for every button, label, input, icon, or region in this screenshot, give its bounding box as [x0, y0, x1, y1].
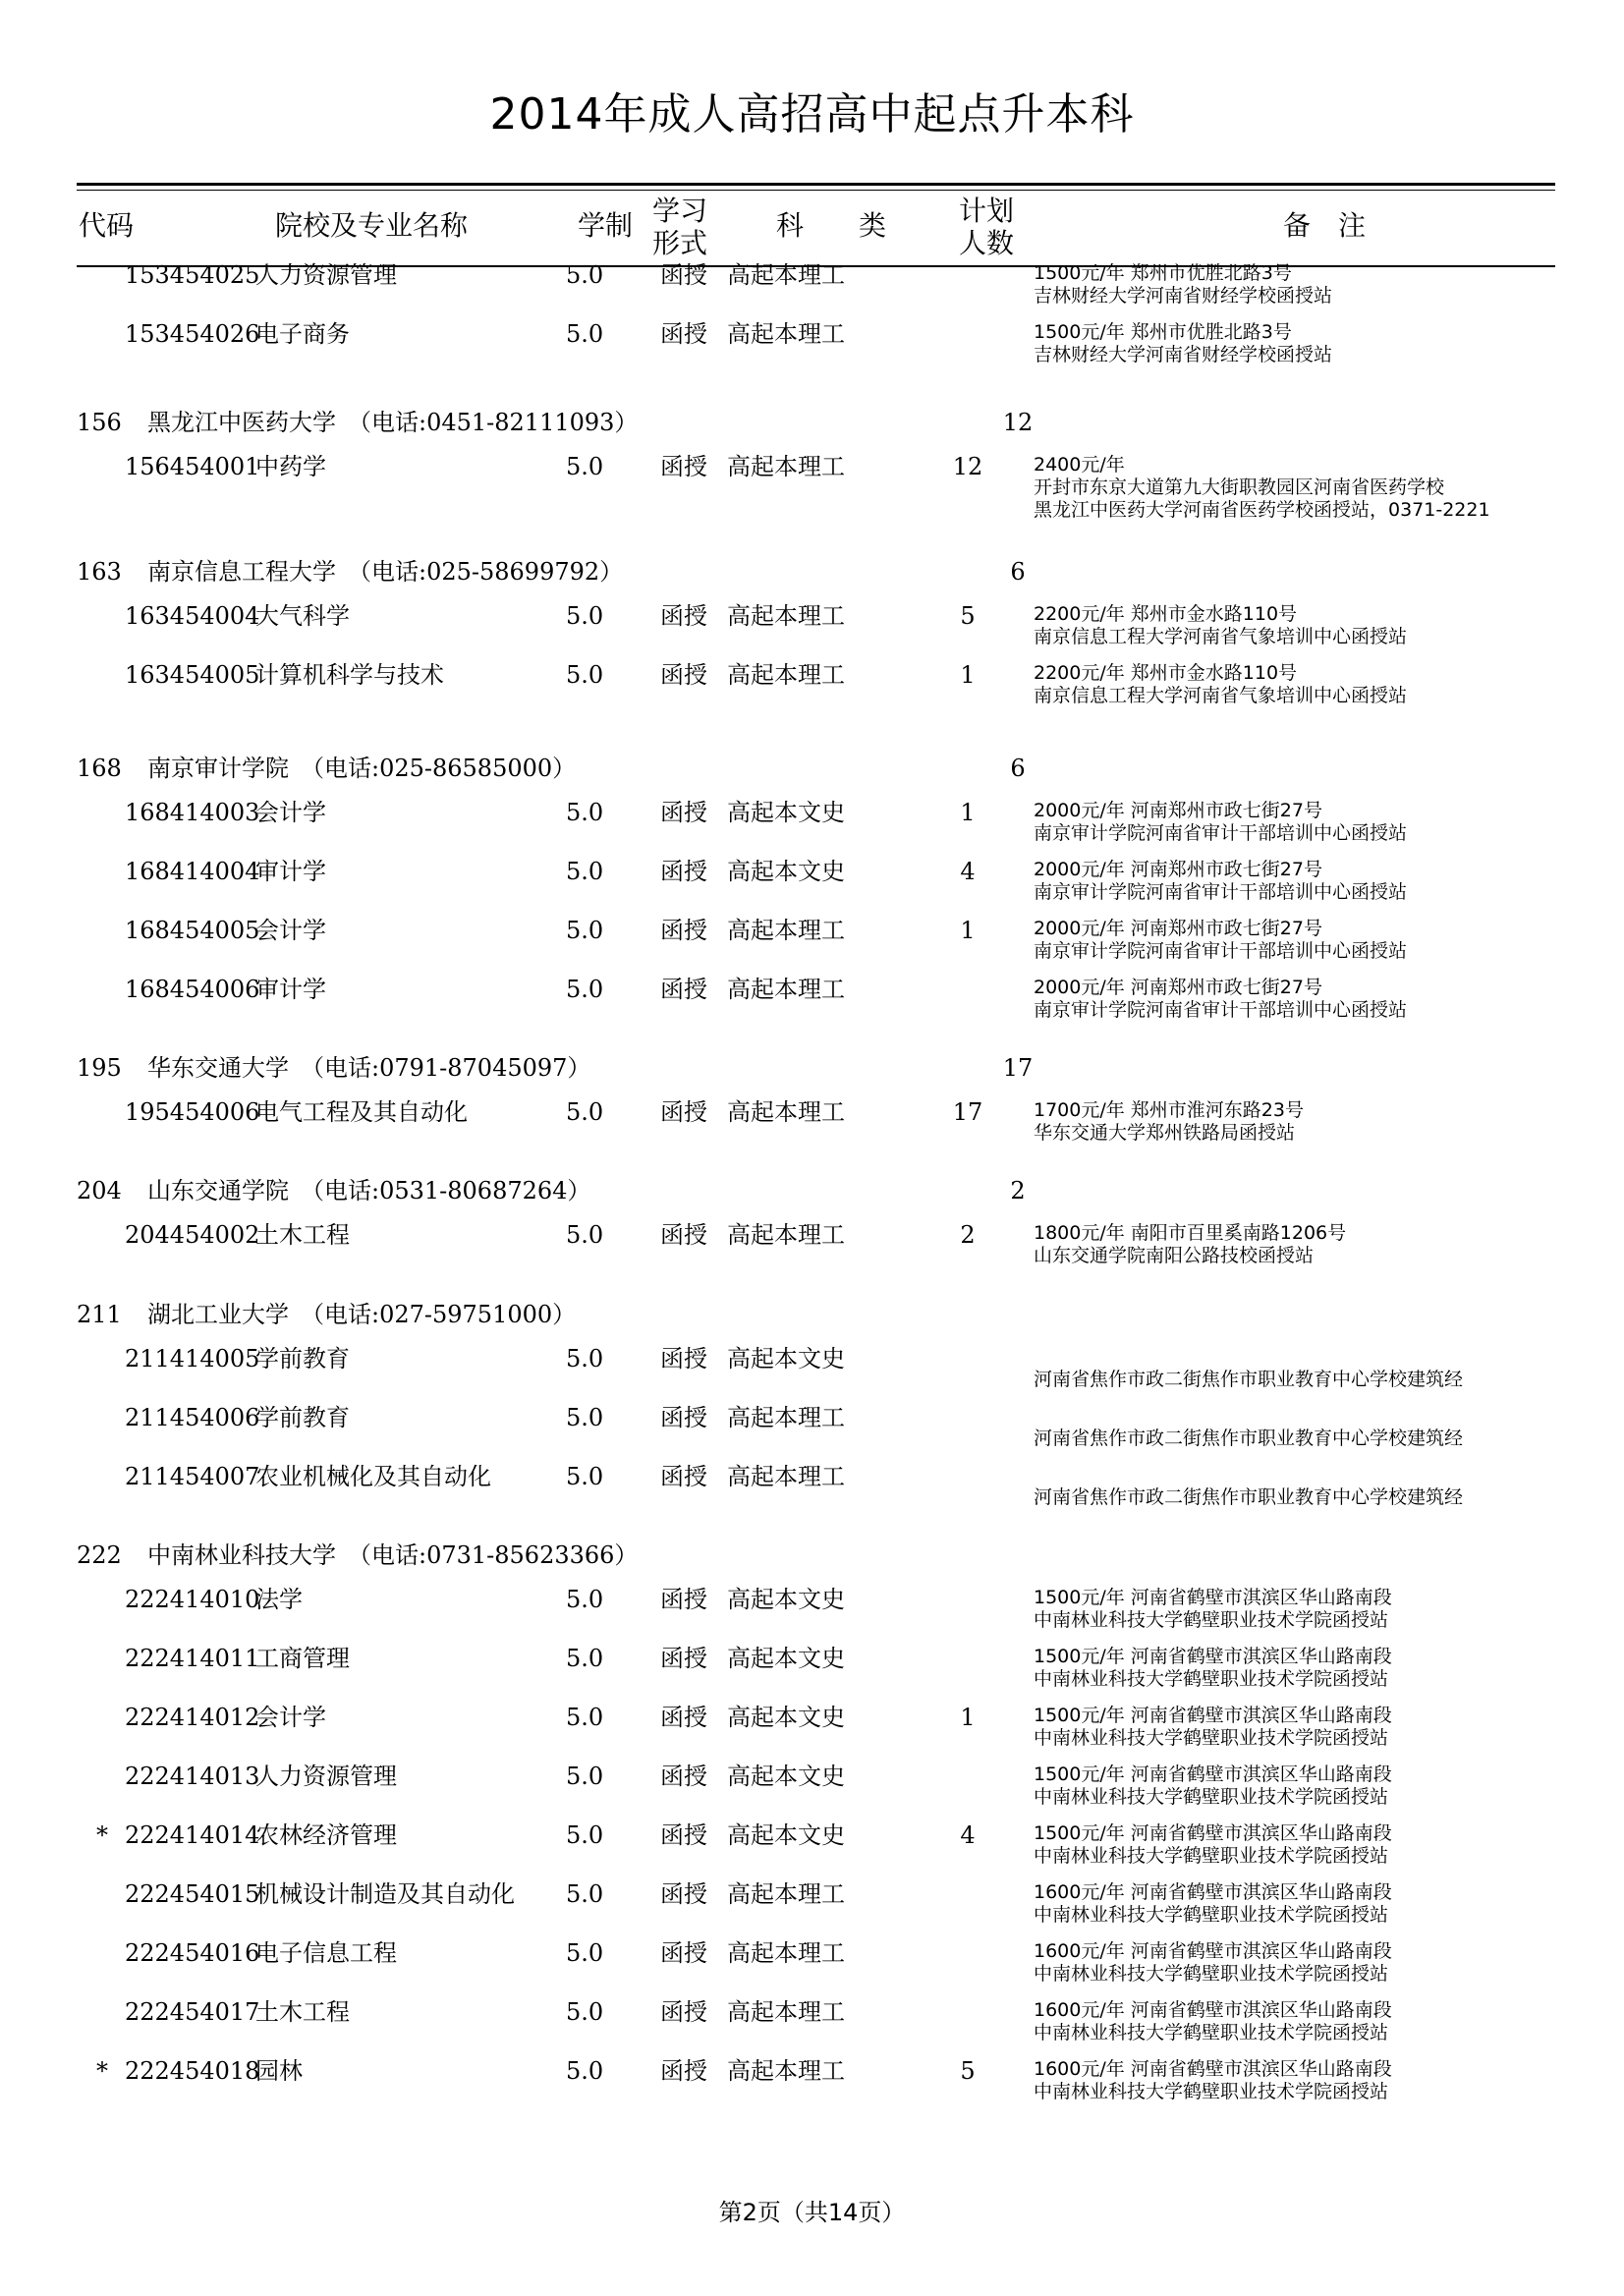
study-form: 函授 — [660, 1645, 707, 1672]
program-length: 5.0 — [566, 1345, 604, 1372]
program-name: 电子商务 — [255, 320, 350, 348]
program-name: 会计学 — [255, 799, 326, 826]
school-code: 156 — [77, 409, 122, 436]
remark-line: 1500元/年 郑州市优胜北路3号 — [1034, 321, 1292, 343]
program-category: 高起本理工 — [727, 1221, 845, 1249]
program-name: 会计学 — [255, 1704, 326, 1731]
program-code: 153454026 — [125, 320, 260, 348]
header-form-line2: 形式 — [652, 227, 708, 259]
program-code: 204454002 — [125, 1221, 260, 1249]
remark-line: 河南省焦作市政二街焦作市职业教育中心学校建筑经 — [1034, 1486, 1464, 1508]
remark-line: 黑龙江中医药大学河南省医药学校函授站，0371-2221 — [1034, 499, 1490, 521]
program-remark — [1034, 662, 1407, 707]
program-remark — [1034, 454, 1490, 522]
remark-line: 南京审计学院河南省审计干部培训中心函授站 — [1034, 940, 1408, 962]
program-code: 168454005 — [125, 917, 260, 944]
header-form-line1: 学习 — [652, 195, 708, 227]
program-name: 中药学 — [255, 453, 326, 480]
remark-line — [1034, 1346, 1463, 1369]
program-code: 222414011 — [125, 1645, 260, 1672]
program-name: 机械设计制造及其自动化 — [255, 1880, 515, 1908]
program-remark — [1034, 859, 1407, 904]
remark-line: 1500元/年 河南省鹤壁市淇滨区华山路南段 — [1034, 1764, 1392, 1785]
program-name: 会计学 — [255, 917, 326, 944]
program-name: 人力资源管理 — [255, 261, 397, 289]
header-remark: 备 注 — [1283, 209, 1367, 242]
header-top-rule — [77, 183, 1555, 186]
program-code: 222414013 — [125, 1763, 260, 1790]
program-category: 高起本文史 — [727, 1586, 845, 1613]
study-form: 函授 — [660, 1998, 707, 2026]
program-length: 5.0 — [566, 1463, 604, 1490]
program-category: 高起本理工 — [727, 1463, 845, 1490]
school-name: 华东交通大学 （电话:0791-87045097） — [147, 1054, 591, 1082]
star-marker: * — [96, 2057, 108, 2085]
program-code: 211454007 — [125, 1463, 260, 1490]
remark-line: 开封市东京大道第九大街职教园区河南省医药学校 — [1034, 476, 1445, 498]
program-name: 学前教育 — [255, 1345, 350, 1372]
study-form: 函授 — [660, 1880, 707, 1908]
program-category: 高起本文史 — [727, 1645, 845, 1672]
remark-line: 2000元/年 河南郑州市政七街27号 — [1034, 800, 1322, 821]
program-remark — [1034, 1464, 1463, 1509]
program-code: 195454006 — [125, 1098, 260, 1126]
remark-line: 中南林业科技大学鹤壁职业技术学院函授站 — [1034, 1845, 1389, 1867]
remark-line: 1500元/年 郑州市优胜北路3号 — [1034, 262, 1292, 284]
study-form: 函授 — [660, 1939, 707, 1967]
study-form: 函授 — [660, 1463, 707, 1490]
study-form: 函授 — [660, 1586, 707, 1613]
program-category: 高起本理工 — [727, 453, 845, 480]
header-name: 院校及专业名称 — [275, 209, 469, 242]
remark-line: 1500元/年 河南省鹤壁市淇滨区华山路南段 — [1034, 1705, 1392, 1726]
program-remark — [1034, 262, 1332, 308]
program-name: 学前教育 — [255, 1404, 350, 1431]
study-form: 函授 — [660, 1221, 707, 1249]
remark-line: 中南林业科技大学鹤壁职业技术学院函授站 — [1034, 2022, 1389, 2044]
program-remark — [1034, 1822, 1392, 1868]
program-code: 222414010 — [125, 1586, 260, 1613]
plan-count: 1 — [960, 799, 976, 826]
program-remark — [1034, 1764, 1392, 1809]
program-code: 168454006 — [125, 976, 260, 1003]
program-name: 工商管理 — [255, 1645, 350, 1672]
page-title: 2014年成人高招高中起点升本科 — [489, 89, 1135, 140]
program-length: 5.0 — [566, 1221, 604, 1249]
plan-count: 1 — [960, 1704, 976, 1731]
star-marker: * — [96, 1821, 108, 1849]
study-form: 函授 — [660, 1821, 707, 1849]
remark-line: 南京信息工程大学河南省气象培训中心函授站 — [1034, 685, 1408, 706]
program-category: 高起本理工 — [727, 2057, 845, 2085]
program-code: 163454005 — [125, 661, 260, 689]
program-code: 211454006 — [125, 1404, 260, 1431]
program-remark — [1034, 977, 1407, 1022]
program-remark — [1034, 918, 1407, 963]
program-code: 156454001 — [125, 453, 260, 480]
program-category: 高起本文史 — [727, 1704, 845, 1731]
header-form — [652, 195, 707, 259]
remark-line: 山东交通学院南阳公路技校函授站 — [1034, 1245, 1315, 1266]
school-plan-total: 17 — [1002, 1054, 1034, 1082]
school-heading — [77, 408, 1034, 437]
program-remark — [1034, 1646, 1392, 1691]
remark-line: 中南林业科技大学鹤壁职业技术学院函授站 — [1034, 1963, 1389, 1985]
program-name: 计算机科学与技术 — [255, 661, 444, 689]
program-remark — [1034, 1405, 1463, 1450]
study-form: 函授 — [660, 261, 707, 289]
school-code: 222 — [77, 1541, 122, 1569]
remark-line: 2400元/年 — [1034, 454, 1125, 476]
school-code: 195 — [77, 1054, 122, 1082]
study-form: 函授 — [660, 453, 707, 480]
header-plan-line1: 计划 — [959, 195, 1015, 227]
plan-count: 12 — [952, 453, 983, 480]
remark-line: 1600元/年 河南省鹤壁市淇滨区华山路南段 — [1034, 2058, 1392, 2080]
program-length: 5.0 — [566, 799, 604, 826]
program-name: 园林 — [255, 2057, 303, 2085]
remark-line: 2000元/年 河南郑州市政七街27号 — [1034, 918, 1322, 939]
study-form: 函授 — [660, 661, 707, 689]
plan-count: 4 — [960, 1821, 976, 1849]
remark-line: 1600元/年 河南省鹤壁市淇滨区华山路南段 — [1034, 1881, 1392, 1903]
study-form: 函授 — [660, 917, 707, 944]
program-category: 高起本文史 — [727, 1821, 845, 1849]
header-plan — [959, 195, 1014, 259]
school-heading — [77, 1053, 1034, 1083]
program-code: 163454004 — [125, 602, 260, 630]
program-length: 5.0 — [566, 1880, 604, 1908]
program-code: 168414003 — [125, 799, 260, 826]
school-code: 204 — [77, 1177, 122, 1204]
program-category: 高起本文史 — [727, 858, 845, 885]
program-remark — [1034, 1222, 1346, 1267]
program-code: 168414004 — [125, 858, 260, 885]
program-length: 5.0 — [566, 976, 604, 1003]
remark-line: 2200元/年 郑州市金水路110号 — [1034, 662, 1298, 684]
remark-line: 1500元/年 河南省鹤壁市淇滨区华山路南段 — [1034, 1646, 1392, 1667]
school-code: 168 — [77, 755, 122, 782]
program-length: 5.0 — [566, 1404, 604, 1431]
study-form: 函授 — [660, 2057, 707, 2085]
remark-line: 吉林财经大学河南省财经学校函授站 — [1034, 344, 1333, 365]
remark-line: 河南省焦作市政二街焦作市职业教育中心学校建筑经 — [1034, 1428, 1464, 1449]
remark-line: 吉林财经大学河南省财经学校函授站 — [1034, 285, 1333, 307]
program-length: 5.0 — [566, 1998, 604, 2026]
remark-line: 河南省焦作市政二街焦作市职业教育中心学校建筑经 — [1034, 1369, 1464, 1390]
school-heading — [77, 754, 1026, 783]
program-name: 农林经济管理 — [255, 1821, 397, 1849]
study-form: 函授 — [660, 799, 707, 826]
program-code: 211414005 — [125, 1345, 260, 1372]
remark-line: 2000元/年 河南郑州市政七街27号 — [1034, 977, 1322, 998]
program-name: 农业机械化及其自动化 — [255, 1463, 491, 1490]
study-form: 函授 — [660, 1404, 707, 1431]
program-name: 法学 — [255, 1586, 303, 1613]
program-remark — [1034, 1881, 1392, 1927]
program-length: 5.0 — [566, 858, 604, 885]
program-category: 高起本文史 — [727, 799, 845, 826]
program-remark — [1034, 321, 1332, 366]
header-code: 代码 — [79, 209, 135, 242]
school-code: 163 — [77, 558, 122, 586]
program-code: 222454017 — [125, 1998, 260, 2026]
program-code: 222414014 — [125, 1821, 260, 1849]
remark-line: 中南林业科技大学鹤壁职业技术学院函授站 — [1034, 1668, 1389, 1690]
remark-line: 中南林业科技大学鹤壁职业技术学院函授站 — [1034, 1727, 1389, 1749]
program-name: 土木工程 — [255, 1998, 350, 2026]
study-form: 函授 — [660, 858, 707, 885]
header-top-rule-thin — [77, 190, 1555, 191]
program-code: 222454018 — [125, 2057, 260, 2085]
program-remark — [1034, 2058, 1392, 2103]
plan-count: 5 — [960, 2057, 976, 2085]
remark-line: 1800元/年 南阳市百里奚南路1206号 — [1034, 1222, 1347, 1244]
plan-count: 2 — [960, 1221, 976, 1249]
school-name: 湖北工业大学 （电话:027-59751000） — [147, 1301, 577, 1328]
study-form: 函授 — [660, 1345, 707, 1372]
program-length: 5.0 — [566, 1763, 604, 1790]
remark-line: 南京审计学院河南省审计干部培训中心函授站 — [1034, 999, 1408, 1021]
study-form: 函授 — [660, 1763, 707, 1790]
remark-line: 2000元/年 河南郑州市政七街27号 — [1034, 859, 1322, 880]
program-remark — [1034, 800, 1407, 845]
program-length: 5.0 — [566, 1704, 604, 1731]
program-remark — [1034, 1940, 1392, 1986]
program-length: 5.0 — [566, 917, 604, 944]
plan-count: 1 — [960, 661, 976, 689]
remark-line: 中南林业科技大学鹤壁职业技术学院函授站 — [1034, 1904, 1389, 1926]
program-category: 高起本理工 — [727, 602, 845, 630]
school-plan-total: 2 — [1010, 1177, 1026, 1204]
program-category: 高起本理工 — [727, 1998, 845, 2026]
header-category: 科 类 — [776, 209, 887, 242]
program-length: 5.0 — [566, 320, 604, 348]
school-name: 山东交通学院 （电话:0531-80687264） — [147, 1177, 591, 1204]
remark-line: 2200元/年 郑州市金水路110号 — [1034, 603, 1298, 625]
plan-count: 17 — [952, 1098, 983, 1126]
school-name: 黑龙江中医药大学 （电话:0451-82111093） — [147, 409, 639, 436]
remark-line: 中南林业科技大学鹤壁职业技术学院函授站 — [1034, 1609, 1389, 1631]
remark-line — [1034, 1405, 1463, 1428]
study-form: 函授 — [660, 1098, 707, 1126]
program-name: 人力资源管理 — [255, 1763, 397, 1790]
program-category: 高起本理工 — [727, 917, 845, 944]
study-form: 函授 — [660, 976, 707, 1003]
school-name: 南京审计学院 （电话:025-86585000） — [147, 755, 577, 782]
study-form: 函授 — [660, 320, 707, 348]
program-length: 5.0 — [566, 261, 604, 289]
program-code: 222454015 — [125, 1880, 260, 1908]
program-name: 大气科学 — [255, 602, 350, 630]
remark-line: 1700元/年 郑州市淮河东路23号 — [1034, 1099, 1304, 1121]
program-length: 5.0 — [566, 453, 604, 480]
school-heading — [77, 557, 1026, 587]
school-plan-total: 12 — [1002, 409, 1034, 436]
program-length: 5.0 — [566, 1939, 604, 1967]
plan-count: 5 — [960, 602, 976, 630]
page-footer: 第2页（共14页） — [718, 2199, 906, 2226]
program-length: 5.0 — [566, 2057, 604, 2085]
program-remark — [1034, 1587, 1392, 1632]
remark-line: 1500元/年 河南省鹤壁市淇滨区华山路南段 — [1034, 1822, 1392, 1844]
school-heading — [77, 1176, 1026, 1205]
program-category: 高起本理工 — [727, 661, 845, 689]
header-plan-line2: 人数 — [959, 227, 1015, 259]
school-plan-total: 6 — [1010, 558, 1026, 586]
remark-line: 1500元/年 河南省鹤壁市淇滨区华山路南段 — [1034, 1587, 1392, 1608]
school-heading — [77, 1540, 638, 1570]
remark-line: 中南林业科技大学鹤壁职业技术学院函授站 — [1034, 1786, 1389, 1808]
program-length: 5.0 — [566, 661, 604, 689]
plan-count: 1 — [960, 917, 976, 944]
program-category: 高起本文史 — [727, 1763, 845, 1790]
remark-line: 中南林业科技大学鹤壁职业技术学院函授站 — [1034, 2081, 1389, 2102]
program-remark — [1034, 603, 1407, 648]
program-name: 土木工程 — [255, 1221, 350, 1249]
remark-line: 1600元/年 河南省鹤壁市淇滨区华山路南段 — [1034, 1940, 1392, 1962]
study-form: 函授 — [660, 602, 707, 630]
remark-line: 南京审计学院河南省审计干部培训中心函授站 — [1034, 822, 1408, 844]
school-name: 中南林业科技大学 （电话:0731-85623366） — [147, 1541, 639, 1569]
program-category: 高起本理工 — [727, 320, 845, 348]
program-length: 5.0 — [566, 1098, 604, 1126]
program-code: 153454025 — [125, 261, 260, 289]
program-category: 高起本理工 — [727, 261, 845, 289]
program-category: 高起本理工 — [727, 1098, 845, 1126]
program-remark — [1034, 1346, 1463, 1391]
program-length: 5.0 — [566, 1586, 604, 1613]
remark-line — [1034, 1464, 1463, 1486]
remark-line: 1600元/年 河南省鹤壁市淇滨区华山路南段 — [1034, 1999, 1392, 2021]
program-remark — [1034, 1999, 1392, 2044]
study-form: 函授 — [660, 1704, 707, 1731]
program-length: 5.0 — [566, 1821, 604, 1849]
program-name: 电气工程及其自动化 — [255, 1098, 468, 1126]
program-category: 高起本理工 — [727, 1880, 845, 1908]
school-name: 南京信息工程大学 （电话:025-58699792） — [147, 558, 624, 586]
program-length: 5.0 — [566, 1645, 604, 1672]
remark-line: 南京审计学院河南省审计干部培训中心函授站 — [1034, 881, 1408, 903]
school-heading — [77, 1300, 576, 1329]
program-code: 222454016 — [125, 1939, 260, 1967]
school-plan-total: 6 — [1010, 755, 1026, 782]
program-category: 高起本理工 — [727, 1939, 845, 1967]
program-remark — [1034, 1099, 1304, 1145]
program-length: 5.0 — [566, 602, 604, 630]
header-length: 学制 — [578, 209, 634, 242]
program-code: 222414012 — [125, 1704, 260, 1731]
remark-line: 华东交通大学郑州铁路局函授站 — [1034, 1122, 1296, 1144]
program-name: 电子信息工程 — [255, 1939, 397, 1967]
school-code: 211 — [77, 1301, 122, 1328]
plan-count: 4 — [960, 858, 976, 885]
program-category: 高起本文史 — [727, 1345, 845, 1372]
program-category: 高起本理工 — [727, 1404, 845, 1431]
program-name: 审计学 — [255, 976, 326, 1003]
remark-line: 南京信息工程大学河南省气象培训中心函授站 — [1034, 626, 1408, 647]
program-name: 审计学 — [255, 858, 326, 885]
program-category: 高起本理工 — [727, 976, 845, 1003]
program-remark — [1034, 1705, 1392, 1750]
